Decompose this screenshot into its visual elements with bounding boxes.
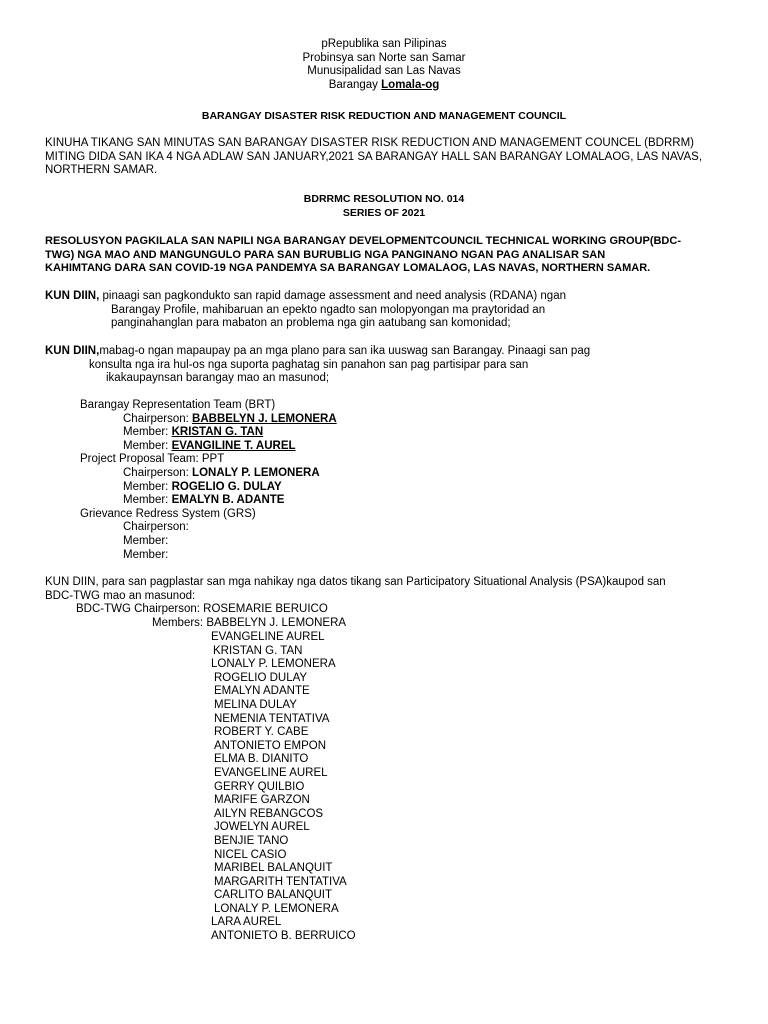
whereas-line: [45, 290, 735, 304]
brt-member: [80, 426, 680, 440]
list-item: NEMENIA TENTATIVA: [214, 712, 330, 725]
resolution-number-block: [0, 193, 768, 220]
whereas-line: panginahanglan para mabaton an problema nga gin aatubang san komonidad;: [111, 317, 511, 330]
list-item: EVANGELINE AUREL: [211, 631, 325, 643]
role-name: BABBELYN J. LEMONERA: [192, 412, 337, 425]
header-republic: pRepublika san Pilipinas: [321, 38, 447, 50]
grs-chairperson: Chairperson:: [123, 521, 189, 534]
council-title: BARANGAY DISASTER RISK REDUCTION AND MANAGEMENT COUNCIL: [201, 110, 567, 122]
role-label: Member:: [123, 494, 172, 507]
list-item: NICEL CASIO: [214, 848, 287, 861]
list-item: ROGELIO DULAY: [214, 671, 308, 684]
resolution-title-line: TWG) NGA MAO AND MANGUNGULO PARA SAN BURUBLIG NGA PANGINANO NGAN PAG ANALISAR SAN: [45, 248, 606, 261]
role-label: Chairperson:: [123, 412, 193, 425]
whereas-text: mabag-o ngan mapaupay pa an mga plano para san ika uuswag san Barangay. Pinaagi san pag: [99, 345, 591, 357]
list-item: JOWELYN AUREL: [214, 821, 310, 834]
intro-line: MITING DIDA SAN IKA 4 NGA ADLAW SAN JANUARY,2021 SA BARANGAY HALL SAN BARANGAY LOMALAOG, LAS NAVAS,: [45, 150, 703, 163]
whereas-clause-3: [45, 576, 745, 603]
list-item: AILYN REBANGCOS: [214, 807, 324, 820]
grs-member: Member:: [123, 534, 169, 547]
whereas-lead: KUN DIIN,: [45, 290, 100, 302]
member-name: BABBELYN J. LEMONERA: [206, 617, 347, 629]
grs-member: Member:: [123, 548, 169, 561]
list-item: ANTONIETO B. BERRUICO: [211, 930, 356, 943]
resolution-title-line: RESOLUSYON PAGKILALA SAN NAPILI NGA BARANGAY DEVELOPMENTCOUNCIL TECHNICAL WORKING GROUP(BDC-: [45, 235, 681, 247]
list-item: GERRY QUILBIO: [214, 780, 305, 793]
list-item: MARIFE GARZON: [214, 794, 310, 807]
letterhead: [0, 38, 768, 92]
resolution-number: BDRRMC RESOLUTION NO. 014: [303, 193, 465, 205]
role-label: Member:: [123, 480, 172, 493]
twg-members-list: [0, 631, 768, 944]
role-label: Member:: [123, 439, 172, 452]
header-province: Probinsya san Norte san Samar: [302, 51, 466, 64]
resolution-title-line: KAHIMTANG DARA SAN COVID-19 NGA PANDEMYA SA BARANGAY LOMALAOG, LAS NAVAS, NORTHERN SAMAR.: [45, 262, 651, 275]
intro-line: KINUHA TIKANG SAN MINUTAS SAN BARANGAY DISASTER RISK REDUCTION AND MANAGEMENT COUNCEL (BDRRM): [45, 137, 694, 149]
brt-chairperson: [80, 413, 680, 427]
role-name: EVANGILINE T. AUREL: [171, 439, 296, 452]
teams-list: [80, 399, 680, 562]
list-item: MELINA DULAY: [214, 698, 297, 711]
list-item: MARIBEL BALANQUIT: [214, 862, 333, 875]
ppt-heading: Project Proposal Team: PPT: [80, 453, 225, 466]
whereas-line: Barangay Profile, mahibaruan an epekto ngadto san molopyongan ma praytoridad an: [111, 303, 546, 316]
brt-heading: Barangay Representation Team (BRT): [80, 399, 276, 411]
resolution-series: SERIES OF 2021: [342, 206, 426, 219]
resolution-title: [45, 235, 735, 276]
role-label: Member:: [123, 426, 172, 439]
list-item: EMALYN ADANTE: [214, 685, 310, 698]
role-name: LONALY P. LEMONERA: [192, 466, 320, 479]
role-name: EMALYN B. ADANTE: [171, 494, 285, 507]
list-item: EVANGELINE AUREL: [214, 766, 328, 779]
role-label: Chairperson:: [123, 466, 193, 479]
header-municipality: Munusipalidad san Las Navas: [307, 65, 461, 78]
whereas-lead: KUN DIIN,: [45, 345, 100, 357]
whereas-line: ikakaupaynsan barangay mao an masunod;: [106, 372, 330, 385]
list-item: KRISTAN G. TAN: [213, 644, 303, 657]
ppt-member: [80, 494, 680, 508]
members-label: Members:: [152, 617, 207, 629]
whereas-clause-2: [45, 345, 735, 386]
whereas-line: konsulta nga ira hul-os nga suporta paghatag sin panahon san pag partisipar para san: [89, 358, 529, 371]
twg-members-first: [152, 617, 346, 631]
grs-heading: Grievance Redress System (GRS): [80, 507, 256, 520]
header-barangay-prefix: Barangay: [328, 78, 382, 91]
intro-paragraph: [45, 137, 735, 178]
whereas-text: pinaagi san pagkondukto san rapid damage assessment and need analysis (RDANA) ngan: [99, 290, 566, 302]
list-item: BENJIE TANO: [214, 834, 289, 847]
list-item: LONALY P. LEMONERA: [214, 902, 339, 915]
list-item: ELMA B. DIANITO: [214, 753, 309, 766]
ppt-chairperson: [80, 467, 680, 481]
brt-member: [80, 440, 680, 454]
whereas-line: BDC-TWG mao an masunod:: [45, 589, 196, 602]
twg-chairperson: BDC-TWG Chairperson: ROSEMARIE BERUICO: [76, 603, 328, 615]
ppt-member: [80, 481, 680, 495]
list-item: MARGARITH TENTATIVA: [214, 875, 347, 888]
list-item: ANTONIETO EMPON: [214, 739, 327, 752]
intro-line: NORTHERN SAMAR.: [45, 164, 158, 177]
list-item: ROBERT Y. CABE: [214, 726, 309, 739]
header-barangay-name: Lomala-og: [381, 78, 440, 91]
list-item: CARLITO BALANQUIT: [214, 889, 333, 902]
role-name: KRISTAN G. TAN: [171, 426, 264, 439]
list-item: LARA AUREL: [211, 916, 282, 929]
whereas-clause-1: [45, 290, 735, 331]
whereas-line: [45, 345, 735, 359]
header-barangay: [0, 79, 768, 93]
role-name: ROGELIO G. DULAY: [171, 480, 282, 493]
whereas-line: KUN DIIN, para san pagplastar san mga nahikay nga datos tikang san Participatory Situational Analysis (PSA)kaupod san: [45, 576, 666, 588]
list-item: LONALY P. LEMONERA: [211, 658, 336, 671]
